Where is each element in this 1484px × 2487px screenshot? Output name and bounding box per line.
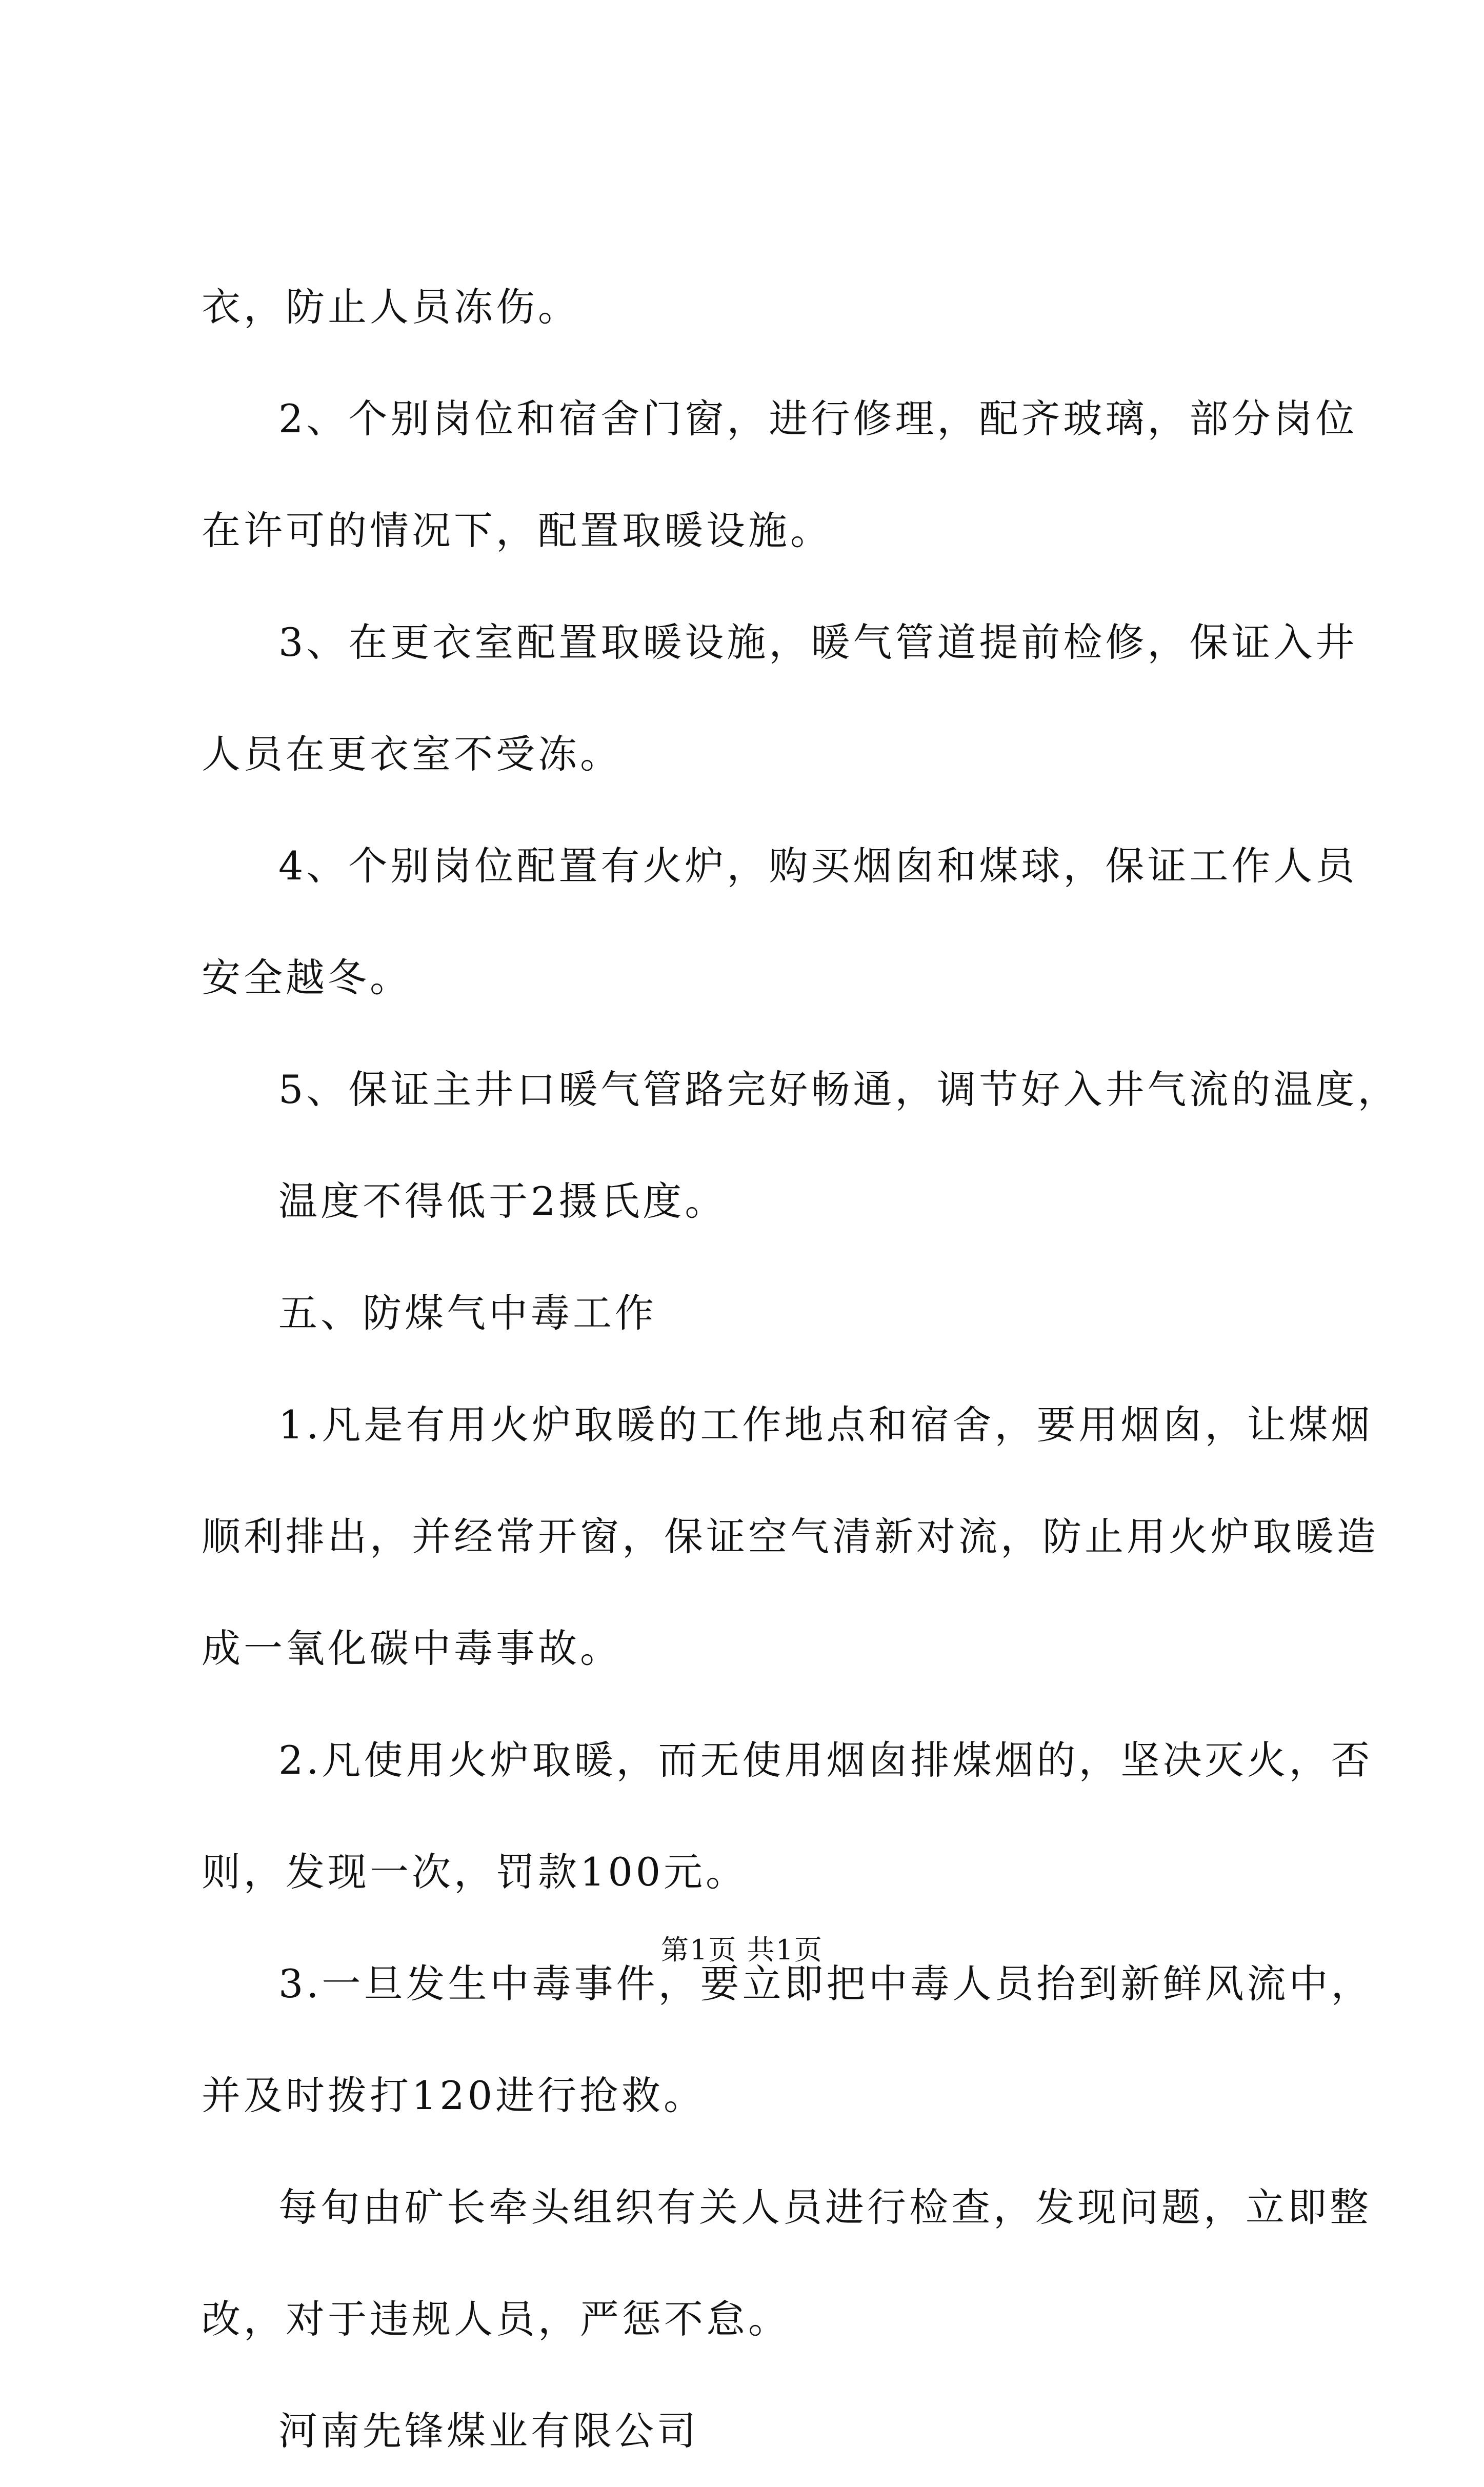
text-line: 顺利排出，并经常开窗，保证空气清新对流，防止用火炉取暖造 xyxy=(202,1514,1379,1559)
text-line: 1.凡是有用火炉取暖的工作地点和宿舍，要用烟囱，让煤烟 xyxy=(278,1402,1373,1448)
text-line: 3.一旦发生中毒事件，要立即把中毒人员抬到新鲜风流中， xyxy=(278,1961,1373,2007)
text-line: 人员在更衣室不受冻。 xyxy=(202,731,622,777)
text-line: 2、个别岗位和宿舍门窗，进行修理，配齐玻璃，部分岗位 xyxy=(278,396,1358,442)
text-line: 衣，防止人员冻伤。 xyxy=(202,284,580,330)
page-number-footer: 第1页 共1页 xyxy=(661,1934,823,1966)
document-body xyxy=(202,251,1400,2487)
text-line: 在许可的情况下，配置取暖设施。 xyxy=(202,508,832,553)
company-signature: 河南先锋煤业有限公司 xyxy=(278,2408,699,2454)
text-line: 并及时拨打120进行抢救。 xyxy=(202,2073,706,2118)
text-line: 4、个别岗位配置有火炉，购买烟囱和煤球，保证工作人员 xyxy=(278,843,1358,889)
text-line: 安全越冬。 xyxy=(202,955,412,1000)
text-line: 每旬由矿长牵头组织有关人员进行检查，发现问题，立即整 xyxy=(278,2184,1372,2230)
text-line: 改，对于违规人员，严惩不怠。 xyxy=(202,2296,790,2342)
text-line: 2.凡使用火炉取暖，而无使用烟囱排煤烟的，坚决灭火，否 xyxy=(278,1737,1373,1783)
section-heading: 五、防煤气中毒工作 xyxy=(278,1290,657,1336)
text-line: 3、在更衣室配置取暖设施，暖气管道提前检修，保证入井 xyxy=(278,619,1358,665)
text-line: 5、保证主井口暖气管路完好畅通，调节好入井气流的温度， xyxy=(278,1067,1400,1112)
text-line: 成一氧化碳中毒事故。 xyxy=(202,1626,622,1671)
text-line: 则，发现一次，罚款100元。 xyxy=(202,1849,748,1895)
text-line: 温度不得低于2摄氏度。 xyxy=(278,1178,727,1224)
